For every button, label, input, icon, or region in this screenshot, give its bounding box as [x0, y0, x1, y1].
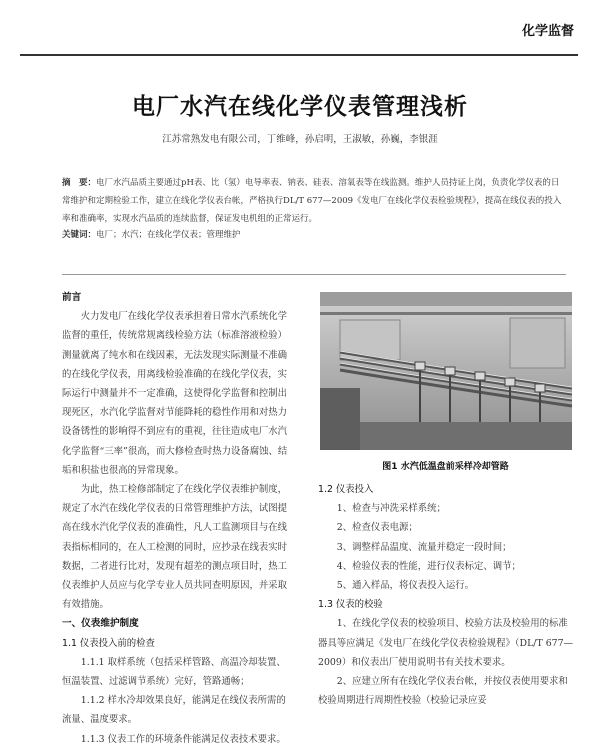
calibration-paragraph-2: 2、应建立所有在线化学仪表台帐，并按仪表使用要求和校验周期进行周期性校验（校验记录应妥	[318, 676, 568, 707]
preface-paragraph-1: 火力发电厂在线化学仪表承担着日常水汽系统化学监督的重任，传统常规离线检验方法（标准溶液检验）测量就离了纯水和在线因素，无法发现实际测量不准确的在线化学仪表，用离线检验准确的在线化学仪表，实际运行中测量并不一定准确，这使得化学监督和控制出现死区，水汽化学监督对节能降耗的稳性作用和对热力设备锈性的影响得不到应有的重视，往往造成电厂水汽化学监督“三率”很高，而大修检查时热力设备腐蚀、结垢和积盐也很高的异常现象。	[62, 311, 288, 476]
item-1-1-2: 1.1.2 样水冷却效果良好，能满足在线仪表所需的流量、温度要求。	[62, 695, 286, 726]
list-item-4: 4、检验仪表的性能，进行仪表标定、调节；	[336, 560, 521, 572]
abstract-text: 电厂水汽品质主要通过pH表、比（氢）电导率表、钠表、硅表、溶氧表等在线监测。维护人员持证上岗，负责化学仪表的日常维护和定期检验工作，建立在线化学仪表台帐，严格执行DL/T 677—2009《发电厂在线化学仪表检验规程》，提高在线仪表的投入率和准确率，实现水汽品质的连续监督，保证发电机组的正常运行。	[62, 178, 562, 224]
section-heading-1: 一、仪表维护制度	[62, 618, 139, 630]
list-item-2: 2、检查仪表电源；	[336, 522, 418, 534]
left-column	[62, 288, 294, 749]
item-1-1-1: 1.1.1 取样系统（包括采样管路、高温冷却装置、恒温装置、过滤调节系统）完好，管路通畅；	[62, 656, 286, 688]
preface-heading: 前言	[62, 292, 82, 303]
section-tag: 化学监督	[521, 24, 574, 39]
abstract-label: 摘 要：	[62, 178, 97, 188]
subsection-heading-1-2: 1.2 仪表投入	[318, 484, 374, 495]
list-item-1: 1、检查与冲洗采样系统；	[336, 503, 446, 515]
abstract-divider	[62, 274, 566, 275]
list-item-5: 5、通入样品，将仪表投入运行。	[336, 580, 475, 592]
item-1-1-3: 1.1.3 仪表工作的环境条件能满足仪表技术要求。	[80, 733, 286, 745]
list-item-3: 3、调整样品温度、流量并稳定一段时间；	[336, 541, 512, 553]
abstract	[62, 174, 562, 228]
right-column	[318, 480, 573, 710]
sampling-pipes-illustration	[320, 292, 572, 450]
header-rule	[20, 54, 578, 56]
subsection-heading-1-1: 1.1 仪表投入前的检查	[62, 637, 155, 649]
paper-title: 电厂水汽在线化学仪表管理浅析	[132, 94, 468, 120]
preface-paragraph-2: 为此，热工检修部制定了在线化学仪表维护制度，规定了水汽在线化学仪表的日常管理维护方法，试图提高在线水汽化学仪表的准确性，凡人工监测项目与在线表指标相同的，在人工检测的同时，应抄录在线表实时数据，二者进行比对，发现有超差的测点项目时，热工仪表维护人员应与化学专业人员共同查明原因，并采取有效措施。	[62, 484, 288, 611]
keywords-label: 关键词：	[62, 230, 97, 240]
figure-photo	[320, 292, 572, 450]
figure-caption: 图1 水汽低温盘前采样冷却管路	[382, 462, 509, 472]
keywords	[62, 228, 562, 240]
author-line: 江苏常熟发电有限公司，丁维峰，孙启明，王淑敏，孙巍，李银涯	[162, 134, 438, 145]
subsection-heading-1-3: 1.3 仪表的校验	[318, 599, 383, 611]
calibration-paragraph-1: 1、在线化学仪表的校验项目、校验方法及校验用的标准器具等应满足《发电厂在线化学仪表检验规程》（DL/T 677—2009）和仪表出厂使用说明书有关技术要求。	[318, 618, 573, 668]
keywords-text: 电厂；水汽；在线化学仪表；管理维护	[96, 230, 241, 240]
